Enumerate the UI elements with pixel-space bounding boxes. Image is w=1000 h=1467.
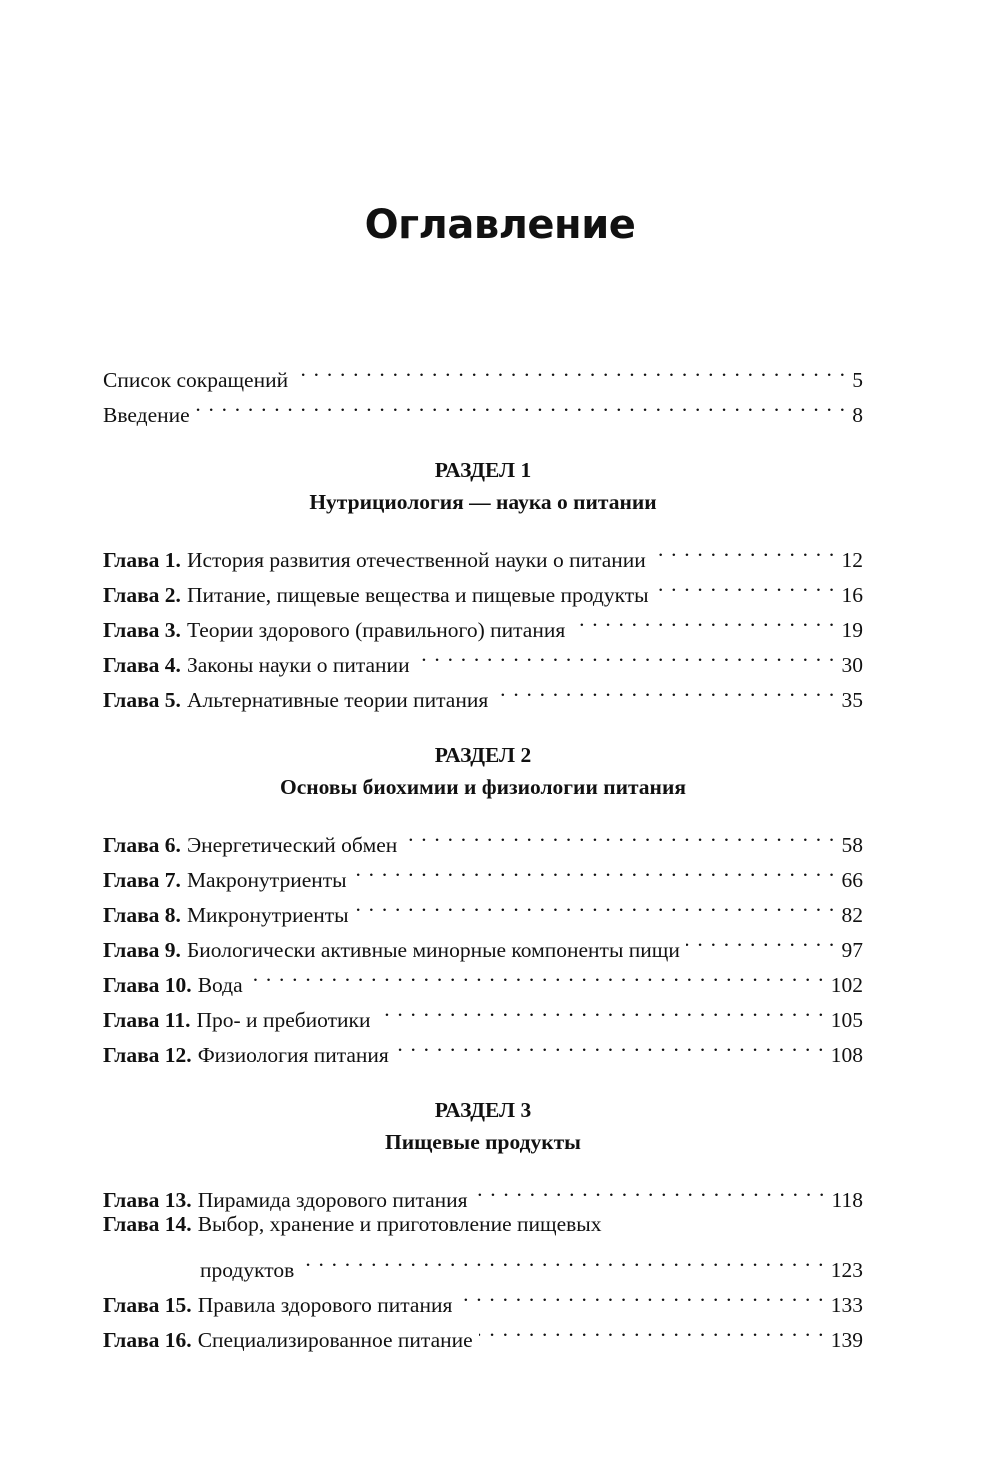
page-number: 5 [852, 368, 863, 392]
section-3-heading [103, 1094, 863, 1158]
chapter-title: Альтернативные теории питания [186, 688, 489, 712]
section-subtitle: Пищевые продукты [385, 1130, 581, 1154]
toc-entry-chapter[interactable] [103, 1207, 863, 1282]
chapter-number: Глава 8. [103, 903, 181, 927]
dot-leader [403, 817, 835, 852]
dot-leader [652, 532, 836, 567]
table-of-contents [103, 352, 863, 1352]
chapter-title: Пирамида здорового питания [197, 1188, 468, 1212]
toc-entry-introduction[interactable] [103, 387, 863, 427]
section-label: РАЗДЕЛ 2 [434, 743, 532, 767]
chapter-number: Глава 10. [103, 973, 192, 997]
chapter-title: Теории здорового (правильного) питания [186, 618, 566, 642]
chapter-title: История развития отечественной науки о питании [186, 548, 646, 572]
dot-leader [474, 1172, 826, 1207]
page-number: 82 [841, 903, 863, 927]
section-subtitle: Основы биохимии и физиологии питания [280, 775, 686, 799]
toc-entry-chapter[interactable] [103, 817, 863, 857]
dot-leader [686, 922, 836, 957]
dot-leader [416, 637, 836, 672]
chapter-title: Специализированное питание [197, 1328, 473, 1352]
entry-label: Введение [103, 403, 190, 427]
chapter-title: Биологически активные минорные компоненты пищи [186, 938, 680, 962]
dot-leader [479, 1312, 825, 1347]
chapter-number: Глава 9. [103, 938, 181, 962]
chapter-number: Глава 4. [103, 653, 181, 677]
chapter-number: Глава 13. [103, 1188, 192, 1212]
section-label: РАЗДЕЛ 1 [434, 458, 532, 482]
dot-leader [395, 1027, 825, 1062]
dot-leader [294, 352, 846, 387]
page-number: 102 [830, 973, 863, 997]
section-2-heading [103, 739, 863, 803]
section-label: РАЗДЕЛ 3 [434, 1098, 532, 1122]
chapter-number: Глава 15. [103, 1293, 192, 1317]
dot-leader [300, 1242, 824, 1277]
dot-leader [494, 672, 835, 707]
dot-leader [249, 957, 825, 992]
chapter-title: Про- и пребиотики [196, 1008, 371, 1032]
chapter-title: Энергетический обмен [186, 833, 398, 857]
chapter-title: Питание, пищевые вещества и пищевые продукты [186, 583, 649, 607]
dot-leader [353, 852, 836, 887]
page-number: 30 [841, 653, 863, 677]
page-number: 8 [852, 403, 863, 427]
chapter-number: Глава 7. [103, 868, 181, 892]
chapter-number: Глава 12. [103, 1043, 192, 1067]
dot-leader [377, 992, 825, 1027]
page-number: 16 [841, 583, 863, 607]
toc-entry-chapter[interactable] [103, 1172, 863, 1212]
chapter-title: Законы науки о питании [186, 653, 410, 677]
toc-entry-abbreviations[interactable] [103, 352, 863, 392]
chapter-title: Физиология питания [197, 1043, 389, 1067]
page-number: 118 [831, 1188, 863, 1212]
chapter-title-continued: продуктов [200, 1258, 295, 1282]
dot-leader [571, 602, 835, 637]
page-number: 35 [841, 688, 863, 712]
chapter-title: Правила здорового питания [197, 1293, 453, 1317]
chapter-number: Глава 11. [103, 1008, 191, 1032]
page-number: 133 [830, 1293, 863, 1317]
dot-leader [655, 567, 836, 602]
page-number: 58 [841, 833, 863, 857]
page-number: 66 [841, 868, 863, 892]
chapter-title: Вода [197, 973, 243, 997]
chapter-title: Выбор, хранение и приготовление пищевых [197, 1212, 602, 1236]
dot-leader [458, 1277, 824, 1312]
page-number: 12 [841, 548, 863, 572]
chapter-number: Глава 14. [103, 1212, 192, 1236]
chapter-number: Глава 16. [103, 1328, 192, 1352]
chapter-number: Глава 5. [103, 688, 181, 712]
chapter-title: Микронутриенты [186, 903, 349, 927]
chapter-number: Глава 6. [103, 833, 181, 857]
dot-leader [355, 887, 836, 922]
toc-entry-chapter[interactable] [103, 532, 863, 572]
page-number: 19 [841, 618, 863, 642]
section-1-heading [103, 454, 863, 518]
page-number: 105 [830, 1008, 863, 1032]
chapter-number: Глава 3. [103, 618, 181, 642]
dot-leader [196, 387, 847, 422]
page-number: 123 [830, 1258, 863, 1282]
chapter-line-2 [103, 1242, 863, 1282]
chapter-number: Глава 2. [103, 583, 181, 607]
section-subtitle: Нутрициология — наука о питании [309, 490, 657, 514]
chapter-line-1 [103, 1207, 863, 1242]
chapter-number: Глава 1. [103, 548, 181, 572]
page-number: 97 [841, 938, 863, 962]
page-number: 139 [830, 1328, 863, 1352]
entry-label: Список сокращений [103, 368, 289, 392]
page-number: 108 [830, 1043, 863, 1067]
chapter-title: Макронутриенты [186, 868, 347, 892]
page-title: Оглавление [364, 202, 636, 248]
